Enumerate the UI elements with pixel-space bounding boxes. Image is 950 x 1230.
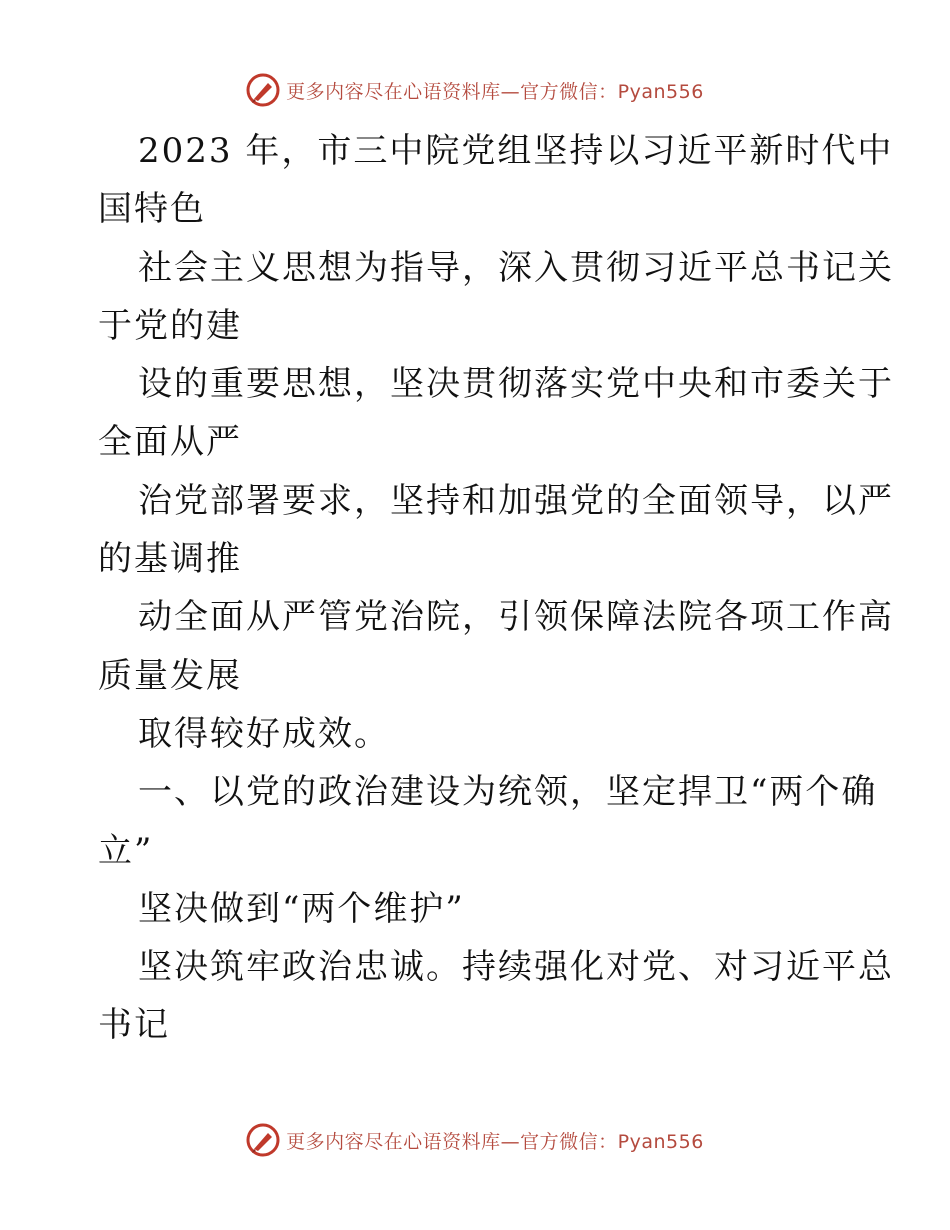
header-banner [0, 70, 950, 110]
paragraph-line: 治党部署要求，坚持和加强党的全面领导，以严 [138, 480, 894, 521]
footer-banner [0, 1120, 950, 1160]
footer-banner-text: 更多内容尽在心语资料库—官方微信：Pyan556 [286, 1130, 704, 1153]
paragraph-line: 坚决筑牢政治忠诚。持续强化对党、对习近平总 [138, 947, 894, 988]
document-body [98, 122, 894, 1055]
paragraph-line: 2023 年，市三中院党组坚持以习近平新时代中 [138, 131, 894, 171]
paragraph-line: 于党的建 [98, 305, 242, 346]
pen-logo-icon [246, 73, 280, 107]
pen-logo-icon [246, 1123, 280, 1157]
paragraph-line: 坚决做到“两个维护” [138, 888, 465, 929]
paragraph-line: 的基调推 [98, 539, 242, 580]
header-banner-text: 更多内容尽在心语资料库—官方微信：Pyan556 [286, 80, 704, 103]
paragraph-line: 设的重要思想，坚决贯彻落实党中央和市委关于 [138, 364, 894, 405]
section-heading-line: 一、以党的政治建设为统领，坚定捍卫“两个确 [138, 772, 878, 813]
paragraph-line: 质量发展 [98, 655, 242, 696]
paragraph-line: 社会主义思想为指导，深入贯彻习近平总书记关 [138, 247, 894, 288]
paragraph-line: 动全面从严管党治院，引领保障法院各项工作高 [138, 597, 894, 638]
paragraph-line: 全面从严 [98, 422, 242, 463]
paragraph-line: 取得较好成效。 [138, 713, 390, 754]
paragraph-line: 国特色 [98, 189, 206, 230]
section-heading-line: 立” [98, 830, 154, 871]
paragraph-line: 书记 [98, 1005, 170, 1046]
